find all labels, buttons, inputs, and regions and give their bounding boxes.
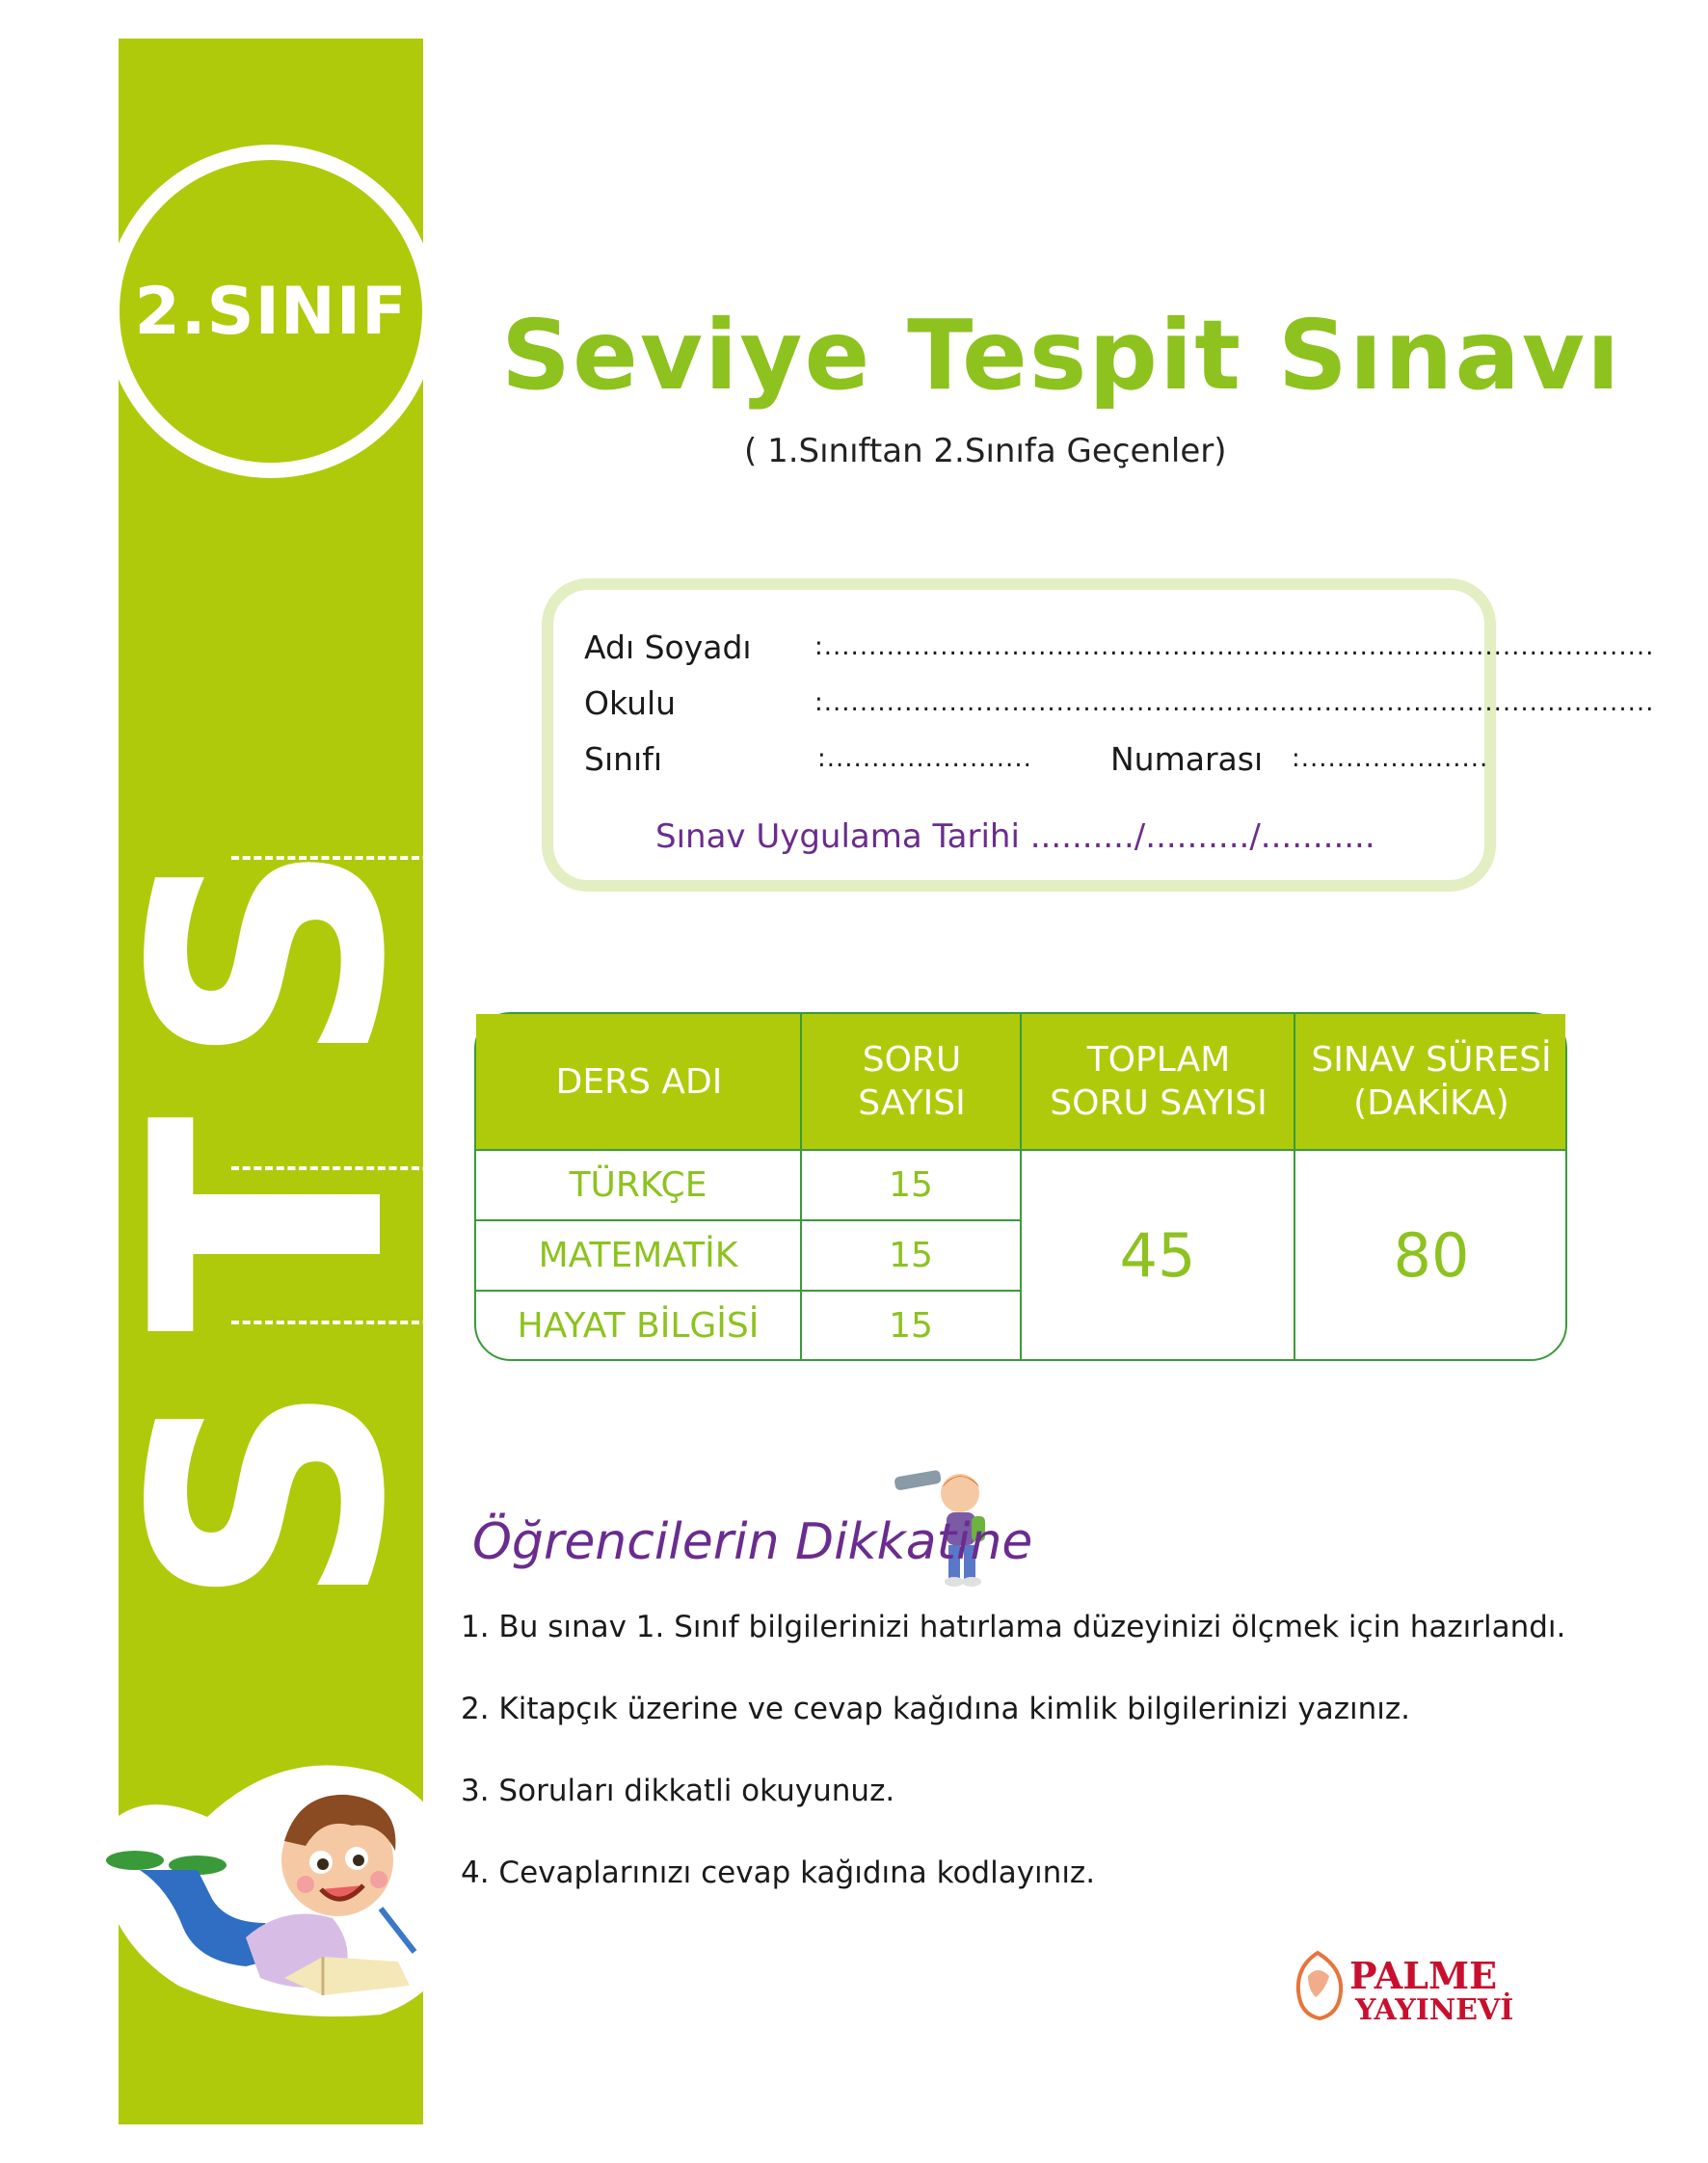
page-subtitle: ( 1.Sınıftan 2.Sınıfa Geçenler) [744, 432, 1227, 470]
table-row-subject: HAYAT BİLGİSİ [517, 1305, 760, 1346]
exam-table [474, 1012, 1567, 1361]
sts-letter-t: T [85, 1115, 455, 1333]
school-field[interactable]: :............................................................................................. [814, 688, 1655, 717]
grade-text: 2.SINIF [134, 273, 408, 350]
note-item-4: 4. Cevaplarınızı cevap kağıdına kodlayınız. [461, 1856, 1096, 1890]
class-label: Sınıfı [584, 740, 662, 778]
sts-letter-s-bottom: S [85, 1380, 455, 1611]
note-item-3: 3. Soruları dikkatli okuyunuz. [461, 1774, 895, 1808]
note-item-2: 2. Kitapçık üzerine ve cevap kağıdına kimlik bilgilerinizi yazınız. [461, 1692, 1410, 1726]
class-field[interactable]: :....................... [817, 744, 1032, 773]
dashed-guide [231, 856, 453, 860]
name-field[interactable]: :............................................................................................. [814, 632, 1655, 661]
table-row-count: 15 [889, 1305, 933, 1346]
dashed-guide [231, 1166, 453, 1170]
publisher-logo-icon [1287, 1947, 1348, 2024]
number-field[interactable]: :..................... [1292, 744, 1489, 773]
header-subject: DERS ADI [555, 1061, 723, 1102]
total-question-count: 45 [1119, 1219, 1196, 1291]
note-item-1: 1. Bu sınav 1. Sınıf bilgilerinizi hatırlama düzeyinizi ölçmek için hazırlandı. [461, 1610, 1566, 1644]
school-label: Okulu [584, 684, 677, 722]
reading-kid-illustration [92, 1725, 467, 2024]
page-title: Seviye Tespit Sınavı [501, 299, 1622, 412]
table-row-count: 15 [889, 1236, 933, 1275]
table-row-subject: MATEMATİK [538, 1236, 738, 1275]
table-row-subject: TÜRKÇE [569, 1165, 707, 1205]
publisher-name [1349, 1954, 1514, 2027]
sts-letter-s-top: S [85, 838, 455, 1068]
publisher-line-2: YAYINEVİ [1355, 1992, 1514, 2027]
notes-title: Öğrencilerin Dikkatine [472, 1513, 1033, 1571]
exam-date: Sınav Uygulama Tarihi ........../........../........... [655, 817, 1375, 856]
publisher-line-1: PALME [1349, 1954, 1498, 1997]
dashed-guide [231, 1321, 453, 1324]
header-total: TOPLAM SORU SAYISI [1050, 1040, 1268, 1123]
name-label: Adı Soyadı [584, 628, 752, 666]
number-label: Numarası [1110, 740, 1264, 778]
sts-vertical-logo [58, 838, 482, 1611]
grade-badge [120, 160, 422, 463]
table-row-count: 15 [889, 1165, 933, 1205]
header-question-count: SORU SAYISI [858, 1040, 966, 1123]
header-duration: SINAV SÜRESİ (DAKİKA) [1311, 1040, 1552, 1123]
exam-duration: 80 [1393, 1219, 1470, 1291]
